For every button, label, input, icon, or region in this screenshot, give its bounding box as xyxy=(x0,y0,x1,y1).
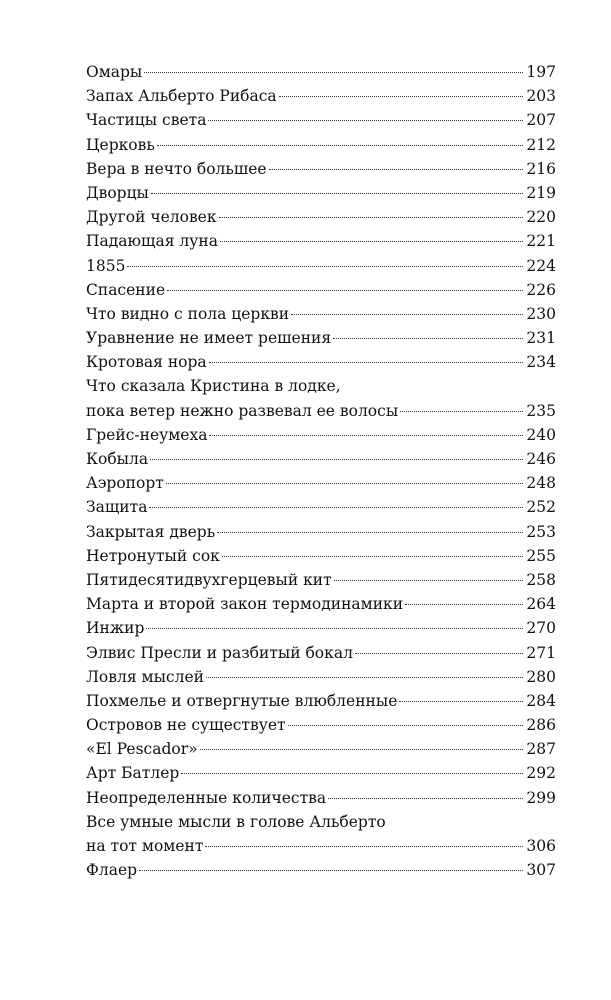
toc-page-number: 264 xyxy=(526,595,556,614)
toc-entry-title: Похмелье и отвергнутые влюбленные xyxy=(86,691,398,710)
toc-line xyxy=(86,665,556,689)
toc-line xyxy=(86,374,556,398)
toc-entry-title: Грейс-неумеха xyxy=(86,425,208,444)
toc-entry xyxy=(86,60,556,84)
dot-leader xyxy=(279,96,524,97)
toc-entry xyxy=(86,520,556,544)
toc-entry xyxy=(86,689,556,713)
toc-line xyxy=(86,60,556,84)
toc-entry xyxy=(86,133,556,157)
dot-leader xyxy=(146,628,523,629)
toc-page-number: 253 xyxy=(526,522,556,541)
toc-entry-title: на тот момент xyxy=(86,837,204,855)
dot-leader xyxy=(166,483,524,484)
dot-leader xyxy=(355,653,523,654)
dot-leader xyxy=(205,846,523,847)
toc-entry xyxy=(86,713,556,737)
toc-page-number: 212 xyxy=(526,135,556,154)
toc-entry-title: Арт Батлер xyxy=(86,764,180,783)
toc-page-number: 258 xyxy=(526,570,556,589)
dot-leader xyxy=(206,677,523,678)
toc-entry-title: Другой человек xyxy=(86,208,217,227)
toc-entry xyxy=(86,374,556,422)
toc-line xyxy=(86,786,556,810)
toc-entry xyxy=(86,157,556,181)
toc-page-number: 280 xyxy=(526,667,556,686)
dot-leader xyxy=(288,725,524,726)
dot-leader xyxy=(219,217,524,218)
toc-entry xyxy=(86,447,556,471)
dot-leader xyxy=(157,145,524,146)
toc-page-number: 252 xyxy=(526,498,556,517)
toc-line xyxy=(86,205,556,229)
dot-leader xyxy=(405,604,523,605)
toc-line xyxy=(86,254,556,278)
toc-entry-title: Что видно с пола церкви xyxy=(86,304,290,323)
toc-entry-title: Ловля мыслей xyxy=(86,667,204,686)
toc-entry-title: Кротовая нора xyxy=(86,353,207,372)
toc-entry xyxy=(86,181,556,205)
toc-entry-title: Защита xyxy=(86,498,148,517)
toc-entry-title: Все умные мысли в голове Альберто xyxy=(86,812,386,831)
toc-line xyxy=(86,471,556,495)
toc-entry xyxy=(86,205,556,229)
toc-entry-title: Закрытая дверь xyxy=(86,522,216,541)
dot-leader xyxy=(181,773,523,774)
toc-page-number: 216 xyxy=(526,159,556,178)
toc-page-number: 203 xyxy=(526,87,556,106)
toc-entry-title: Нетронутый сок xyxy=(86,546,220,565)
toc-entry-title: Запах Альберто Рибаса xyxy=(86,87,277,106)
toc-page-number: 307 xyxy=(526,861,556,880)
toc-entry-title: Дворцы xyxy=(86,183,149,202)
toc-entry xyxy=(86,108,556,132)
toc-page-number: 248 xyxy=(526,474,556,493)
toc-entry-title: Уравнение не имеет решения xyxy=(86,329,332,348)
toc-entry xyxy=(86,302,556,326)
toc-page-number: 197 xyxy=(526,63,556,81)
dot-leader xyxy=(209,435,523,436)
toc-line xyxy=(86,544,556,568)
toc-page-number: 240 xyxy=(526,425,556,444)
toc-page-number: 286 xyxy=(526,716,556,735)
toc-page-number: 284 xyxy=(526,691,556,710)
toc-entry-title: Флаер xyxy=(86,861,138,880)
toc-line xyxy=(86,641,556,665)
toc-page-number: 224 xyxy=(526,256,556,275)
dot-leader xyxy=(150,459,523,460)
toc-entry xyxy=(86,568,556,592)
toc-line xyxy=(86,568,556,592)
toc-page-number: 306 xyxy=(526,837,556,855)
toc-entry-title: Частицы света xyxy=(86,111,207,130)
toc-entry-title: Кобыла xyxy=(86,450,149,468)
dot-leader xyxy=(208,120,523,121)
toc-page-number: 226 xyxy=(526,280,556,299)
toc-entry xyxy=(86,810,556,858)
toc-line xyxy=(86,520,556,544)
toc-line xyxy=(86,157,556,181)
toc-line xyxy=(86,278,556,302)
toc-page-number: 270 xyxy=(526,619,556,638)
toc-entry-title: Аэропорт xyxy=(86,474,164,493)
toc-entry xyxy=(86,254,556,278)
toc-page-number: 234 xyxy=(526,353,556,372)
toc-entry xyxy=(86,423,556,447)
dot-leader xyxy=(334,580,524,581)
toc-page-number: 271 xyxy=(526,643,556,662)
toc-line xyxy=(86,495,556,519)
toc-line xyxy=(86,447,556,471)
toc-line xyxy=(86,834,556,858)
toc-entry xyxy=(86,278,556,302)
toc-line xyxy=(86,302,556,326)
toc-page-number: 299 xyxy=(526,788,556,807)
toc-line xyxy=(86,326,556,350)
dot-leader xyxy=(139,870,523,871)
toc-line xyxy=(86,133,556,157)
toc-entry-title: Омары xyxy=(86,63,143,81)
toc-line xyxy=(86,713,556,737)
toc-page-number: 221 xyxy=(526,232,556,251)
toc-entry-title: Падающая луна xyxy=(86,232,218,251)
toc-entry-title: Вера в нечто большее xyxy=(86,159,267,178)
dot-leader xyxy=(291,314,523,315)
dot-leader xyxy=(167,290,523,291)
toc-entry-title: Пятидесятидвухгерцевый кит xyxy=(86,570,332,589)
dot-leader xyxy=(399,701,523,702)
toc-line xyxy=(86,350,556,374)
toc-entry xyxy=(86,737,556,761)
dot-leader xyxy=(269,169,524,170)
toc-entry-title: пока ветер нежно развевал ее волосы xyxy=(86,401,399,420)
dot-leader xyxy=(200,749,524,750)
toc-entry xyxy=(86,616,556,640)
toc-page-number: 231 xyxy=(526,329,556,348)
toc-entry xyxy=(86,665,556,689)
toc-page-number: 292 xyxy=(526,764,556,783)
toc-line xyxy=(86,858,556,882)
toc-page-number: 235 xyxy=(526,401,556,420)
toc-entry xyxy=(86,858,556,882)
toc-entry-title: Неопределенные количества xyxy=(86,788,327,807)
toc-entry xyxy=(86,761,556,785)
toc-entry-title: Островов не существует xyxy=(86,716,286,735)
toc-line xyxy=(86,423,556,447)
toc-entry-title: Элвис Пресли и разбитый бокал xyxy=(86,643,353,662)
toc-line xyxy=(86,108,556,132)
dot-leader xyxy=(127,266,523,267)
toc-entry xyxy=(86,592,556,616)
toc-entry xyxy=(86,229,556,253)
toc-page-number: 255 xyxy=(526,546,556,565)
dot-leader xyxy=(151,193,524,194)
dot-leader xyxy=(144,72,523,73)
toc-page-number: 207 xyxy=(526,111,556,130)
toc-page-number: 230 xyxy=(526,304,556,323)
toc-entry xyxy=(86,495,556,519)
toc-line xyxy=(86,737,556,761)
toc-entry-title: «El Pescador» xyxy=(86,740,198,759)
toc-entry-title: Марта и второй закон термодинамики xyxy=(86,595,404,614)
toc-line xyxy=(86,616,556,640)
toc-entry-title: 1855 xyxy=(86,256,126,275)
table-of-contents xyxy=(86,60,556,882)
toc-entry xyxy=(86,350,556,374)
toc-entry xyxy=(86,326,556,350)
toc-entry xyxy=(86,544,556,568)
toc-line xyxy=(86,84,556,108)
dot-leader xyxy=(333,338,523,339)
toc-line xyxy=(86,689,556,713)
toc-entry xyxy=(86,471,556,495)
toc-page-number: 287 xyxy=(526,740,556,759)
toc-line xyxy=(86,810,556,834)
toc-line xyxy=(86,399,556,423)
toc-entry-title: Инжир xyxy=(86,619,145,638)
toc-entry xyxy=(86,84,556,108)
dot-leader xyxy=(209,362,524,363)
toc-entry xyxy=(86,641,556,665)
dot-leader xyxy=(220,241,523,242)
dot-leader xyxy=(217,532,523,533)
toc-line xyxy=(86,229,556,253)
toc-line xyxy=(86,592,556,616)
dot-leader xyxy=(328,798,523,799)
toc-entry-title: Церковь xyxy=(86,135,155,154)
toc-page-number: 246 xyxy=(526,450,556,468)
toc-entry-title: Что сказала Кристина в лодке, xyxy=(86,377,341,396)
dot-leader xyxy=(400,411,523,412)
dot-leader xyxy=(222,556,524,557)
toc-entry-title: Спасение xyxy=(86,280,166,299)
toc-page-number: 219 xyxy=(526,183,556,202)
toc-page-number: 220 xyxy=(526,208,556,227)
toc-line xyxy=(86,761,556,785)
dot-leader xyxy=(149,507,523,508)
toc-entry xyxy=(86,786,556,810)
toc-line xyxy=(86,181,556,205)
